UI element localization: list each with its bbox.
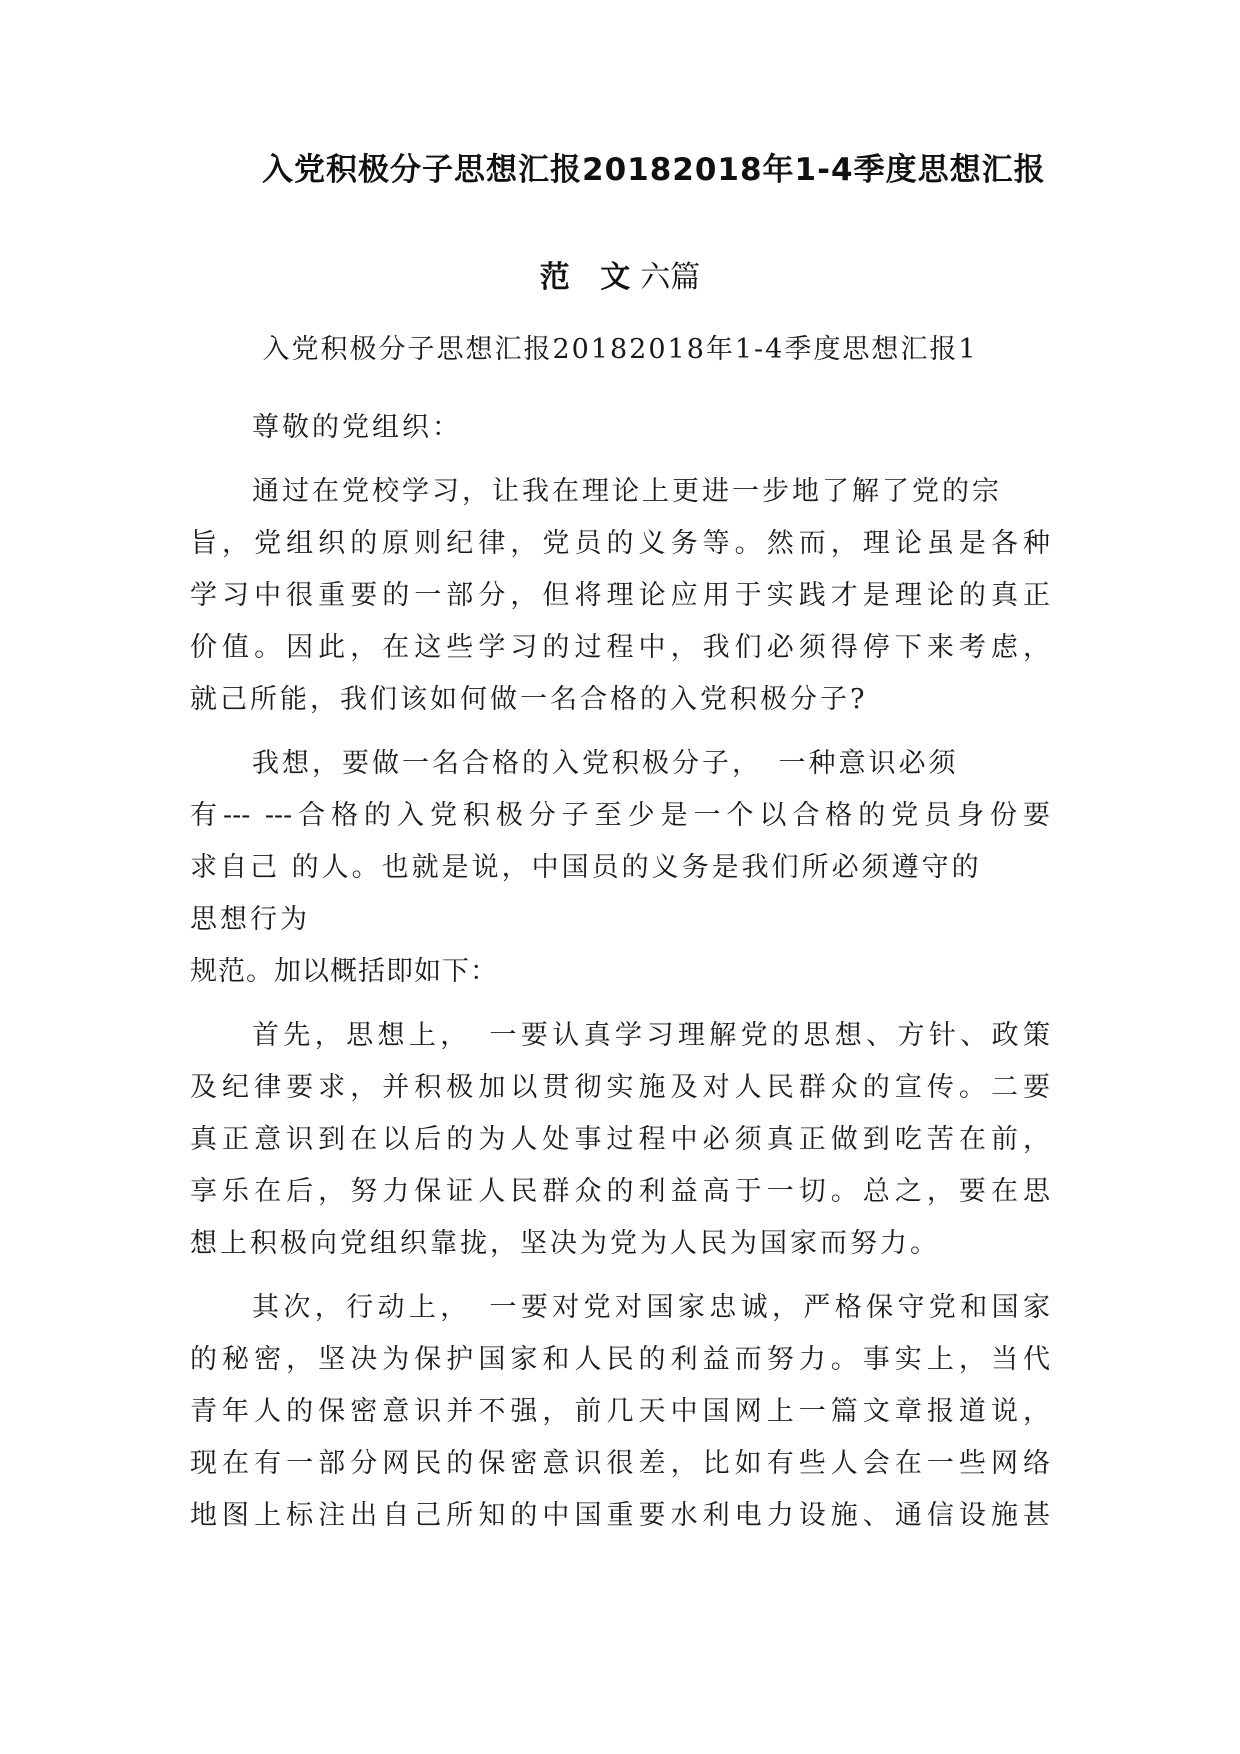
body-line: 享乐在后，努力保证人民群众的利益高于一切。总之，要在思 [190, 1176, 1050, 1207]
body-line: 首先，思想上， 一要认真学习理解党的思想、方针、政策 [252, 1020, 1050, 1051]
body-line: 的秘密，坚决为保护国家和人民的利益而努力。事实上，当代 [190, 1344, 1050, 1375]
body-line: 现在有一部分网民的保密意识很差，比如有些人会在一些网络 [190, 1448, 1050, 1479]
document-subtitle [0, 258, 1240, 298]
body-line: 价值。因此，在这些学习的过程中，我们必须得停下来考虑， [190, 632, 1050, 663]
subtitle-bold-text: 范 文 [539, 260, 641, 295]
document-title: 入党积极分子思想汇报20182018年1-4季度思想汇报 [262, 152, 1046, 188]
article-heading: 入党积极分子思想汇报20182018年1-4季度思想汇报1 [262, 334, 978, 365]
body-line: 真正意识到在以后的为人处事过程中必须真正做到吃苦在前， [190, 1124, 1050, 1155]
subtitle-normal-text: 六篇 [640, 260, 701, 295]
body-line: 学习中很重要的一部分，但将理论应用于实践才是理论的真正 [190, 580, 1050, 611]
body-line: 旨，党组织的原则纪律，党员的义务等。然而，理论虽是各种 [190, 528, 1050, 559]
body-line: 其次，行动上， 一要对党对国家忠诚，严格保守党和国家 [252, 1292, 1050, 1323]
body-line: 通过在党校学习，让我在理论上更进一步地了解了党的宗 [252, 476, 1002, 507]
body-line: 求自己 的人。也就是说，中国员的义务是我们所必须遵守的 [190, 852, 982, 883]
salutation: 尊敬的党组织： [252, 412, 462, 443]
body-line: 规范。加以概括即如下： [190, 956, 498, 987]
body-line: 我想，要做一名合格的入党积极分子， 一种意识必须 [252, 748, 959, 779]
body-line: 地图上标注出自己所知的中国重要水利电力设施、通信设施甚 [190, 1500, 1050, 1531]
body-line: 思想行为 [190, 904, 310, 935]
body-line: 就己所能，我们该如何做一名合格的入党积极分子? [190, 684, 868, 715]
body-line: 及纪律要求，并积极加以贯彻实施及对人民群众的宣传。二要 [190, 1072, 1050, 1103]
body-line: 想上积极向党组织靠拢，坚决为党为人民为国家而努力。 [190, 1228, 940, 1259]
body-line: 青年人的保密意识并不强，前几天中国网上一篇文章报道说， [190, 1396, 1050, 1427]
body-line: 有--- ---合格的入党积极分子至少是一个以合格的党员身份要 [190, 800, 1050, 831]
